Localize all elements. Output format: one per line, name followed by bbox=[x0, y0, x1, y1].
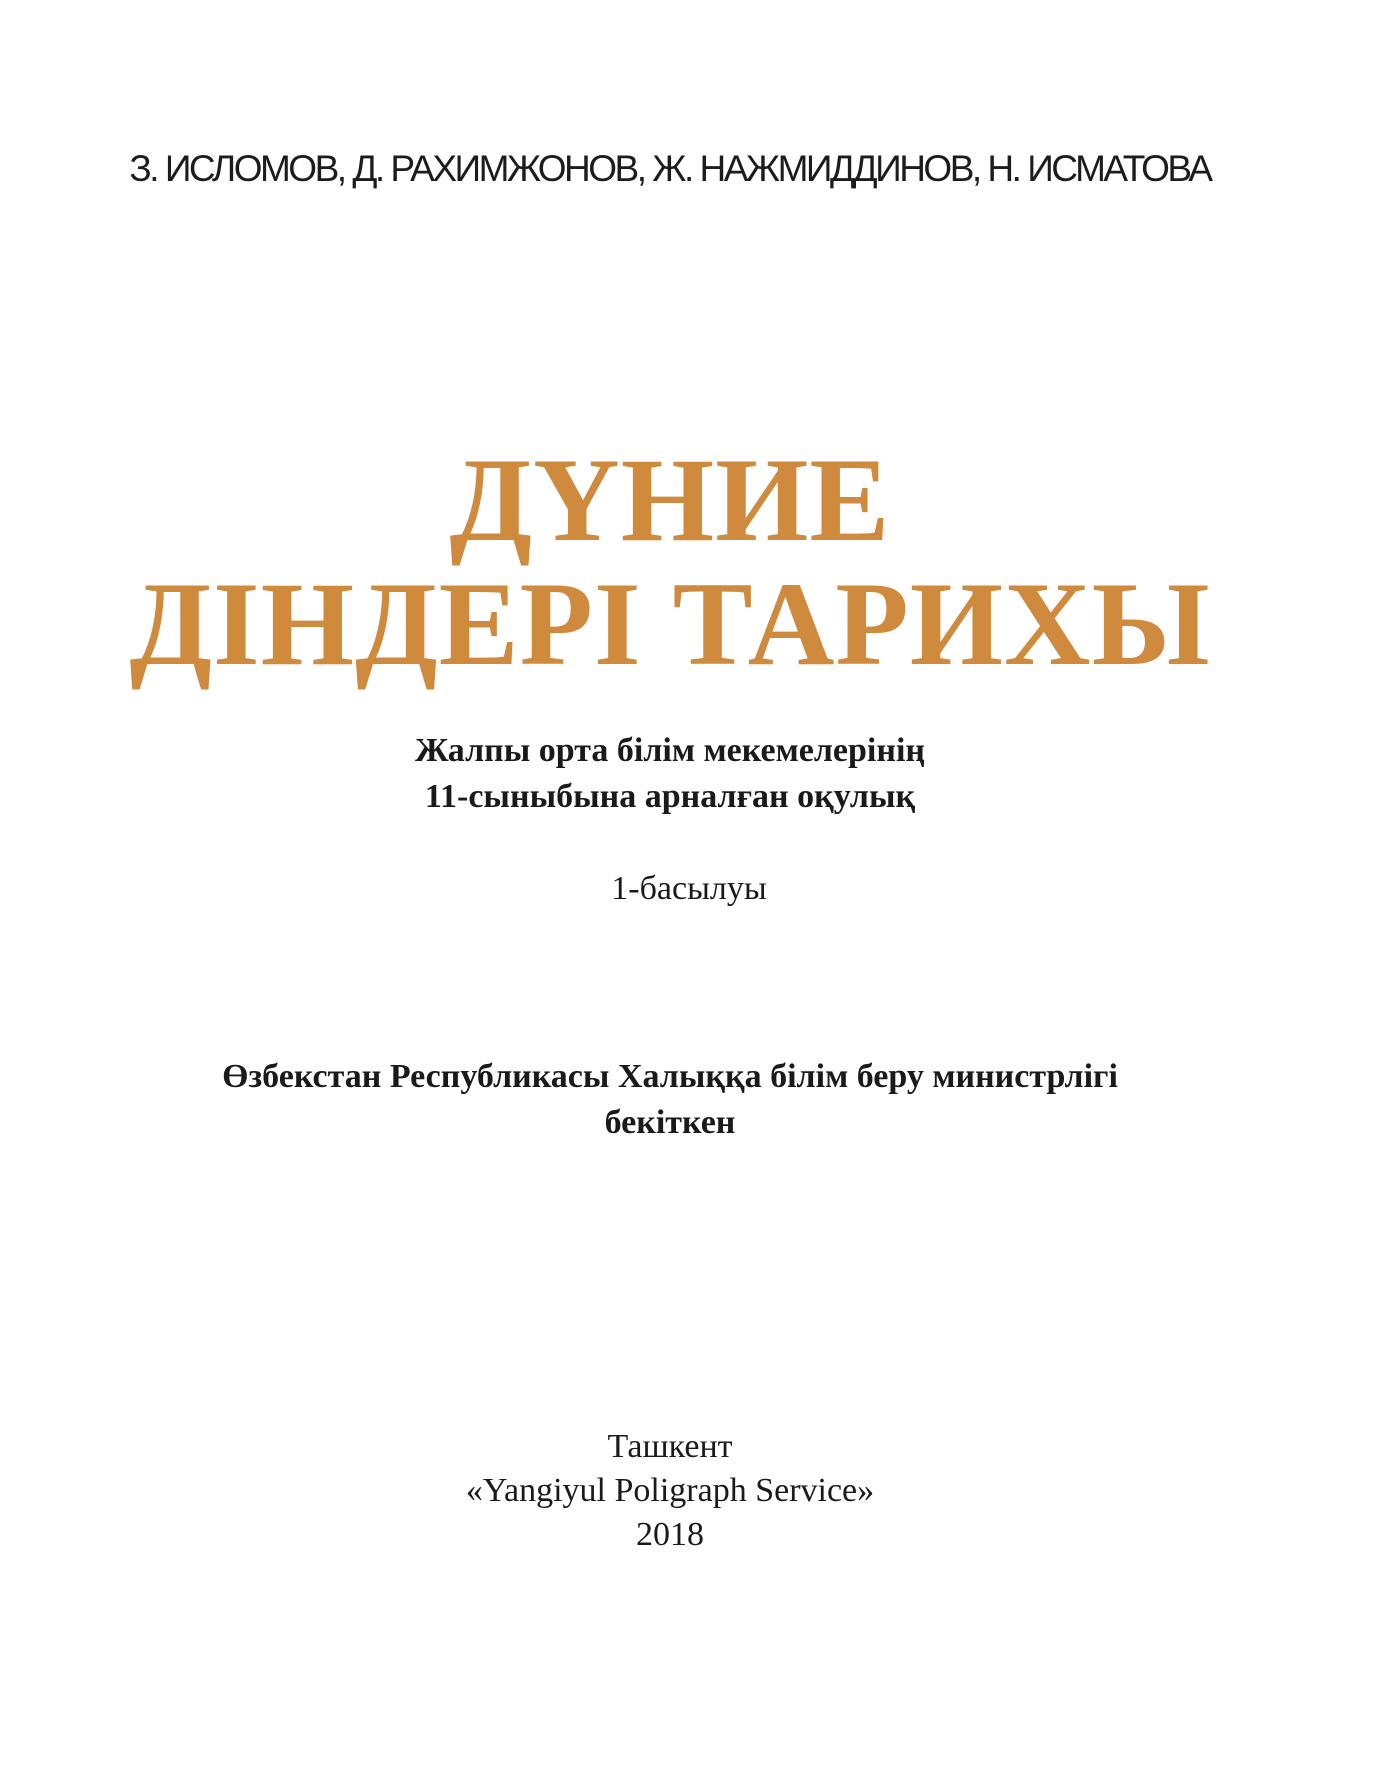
subtitle-line-1: Жалпы орта білім мекемелерінің bbox=[415, 732, 925, 769]
approval-line-2: бекіткен bbox=[604, 1104, 736, 1141]
edition-label: 1-басылуы bbox=[611, 870, 767, 907]
approval-line-1: Өзбекстан Республикасы Халыққа білім беру министрлігі bbox=[222, 1058, 1118, 1095]
imprint-city: Ташкент bbox=[607, 1428, 733, 1465]
book-title-line-1: ДҮНИЕ bbox=[449, 433, 891, 566]
book-title-line-2: ДІНДЕРІ ТАРИХЫ bbox=[129, 557, 1211, 690]
imprint-year: 2018 bbox=[636, 1516, 704, 1553]
authors-line: З. ИСЛОМОВ, Д. РАХИМЖОНОВ, Ж. НАЖМИДДИНОВ, Н. ИСМАТОВА bbox=[129, 148, 1211, 189]
subtitle-line-2: 11-сыныбына арналған оқулық bbox=[424, 778, 916, 815]
imprint-publisher: «Yangiyul Poligraph Service» bbox=[465, 1472, 875, 1509]
